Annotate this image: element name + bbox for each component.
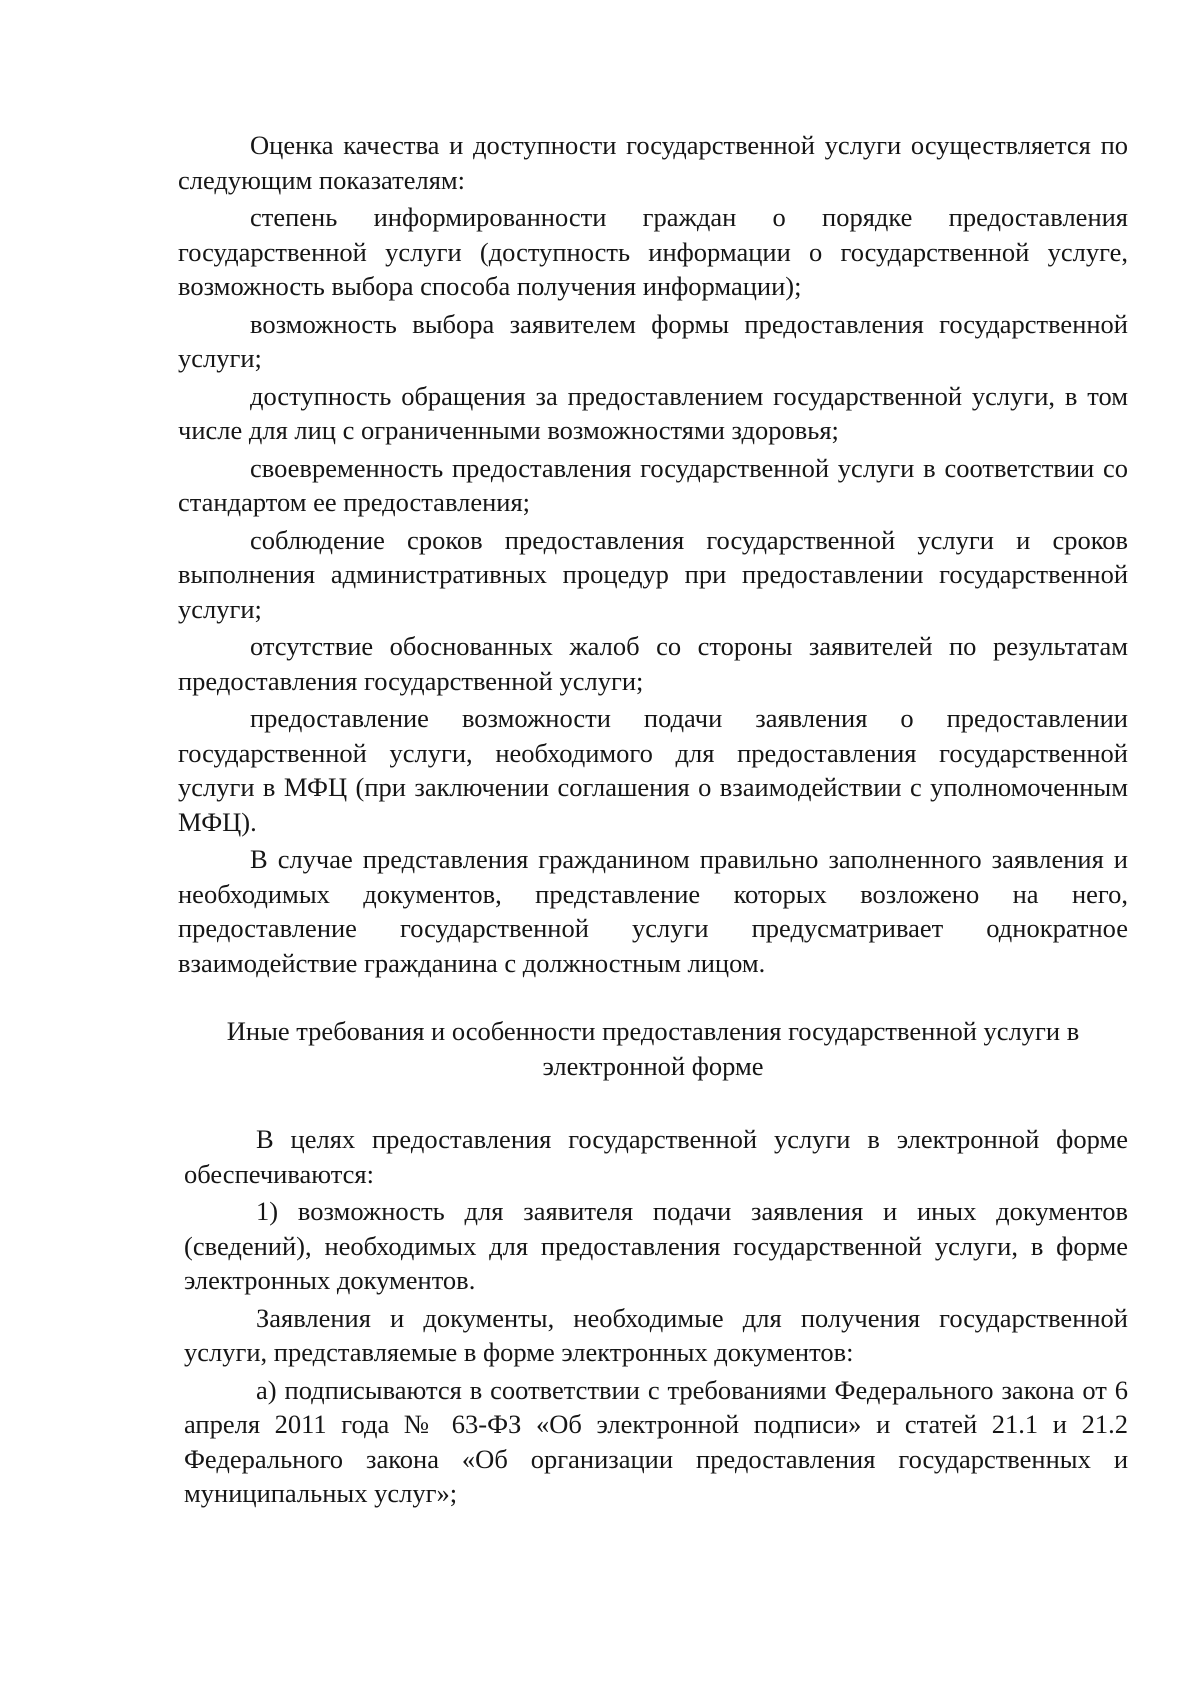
paragraph-informedness: степень информированности граждан о порядке предоставления государственной услуги (доступность информации о государственной услуге, возможность выбора способа получения информации); <box>178 202 1128 301</box>
paragraph-deadlines: соблюдение сроков предоставления государственной услуги и сроков выполнения административных процедур при предоставлении государственной услуги; <box>178 524 1128 624</box>
paragraph-mfc-submission: предоставление возможности подачи заявления о предоставлении государственной услуги, необходимого для предоставления государственной услуги в МФЦ (при заключении соглашения о взаимодействии с уполномоченным МФЦ). <box>178 703 1128 837</box>
paragraph-quality-assessment: Оценка качества и доступности государственной услуги осуществляется по следующим показателям: <box>178 130 1128 195</box>
paragraph-item-1: 1) возможность для заявителя подачи заявления и иных документов (сведений), необходимых для предоставления государственной услуги, в форме электронных документов. <box>184 1196 1128 1295</box>
electronic-form-section <box>178 1122 1128 1511</box>
paragraph-single-interaction: В случае представления гражданином правильно заполненного заявления и необходимых документов, представление которых возложено на него, предоставление государственной услуги предусматривает однократное взаимодействие гражданина с должностным лицом. <box>178 844 1128 978</box>
paragraph-accessibility: доступность обращения за предоставлением государственной услуги, в том числе для лиц с ограниченными возможностями здоровья; <box>178 380 1128 445</box>
paragraph-form-choice: возможность выбора заявителем формы предоставления государственной услуги; <box>178 308 1128 373</box>
paragraph-electronic-documents: Заявления и документы, необходимые для получения государственной услуги, представляемые в форме электронных документов: <box>184 1302 1128 1367</box>
paragraph-no-complaints: отсутствие обоснованных жалоб со стороны заявителей по результатам предоставления государственной услуги; <box>178 631 1128 696</box>
document-body <box>178 128 1128 1511</box>
paragraph-item-a: а) подписываются в соответствии с требованиями Федерального закона от 6 апреля 2011 года № 63-ФЗ «Об электронной подписи» и статей 21.1 и 21.2 Федерального закона «Об организации предоставления государственных и муниципальных услуг»; <box>184 1374 1128 1508</box>
paragraph-timeliness: своевременность предоставления государственной услуги в соответствии со стандартом ее предоставления; <box>178 452 1128 517</box>
section-heading: Иные требования и особенности предоставления государственной услуги в электронной форме <box>226 1016 1080 1081</box>
paragraph-electronic-provision: В целях предоставления государственной услуги в электронной форме обеспечиваются: <box>184 1124 1128 1189</box>
